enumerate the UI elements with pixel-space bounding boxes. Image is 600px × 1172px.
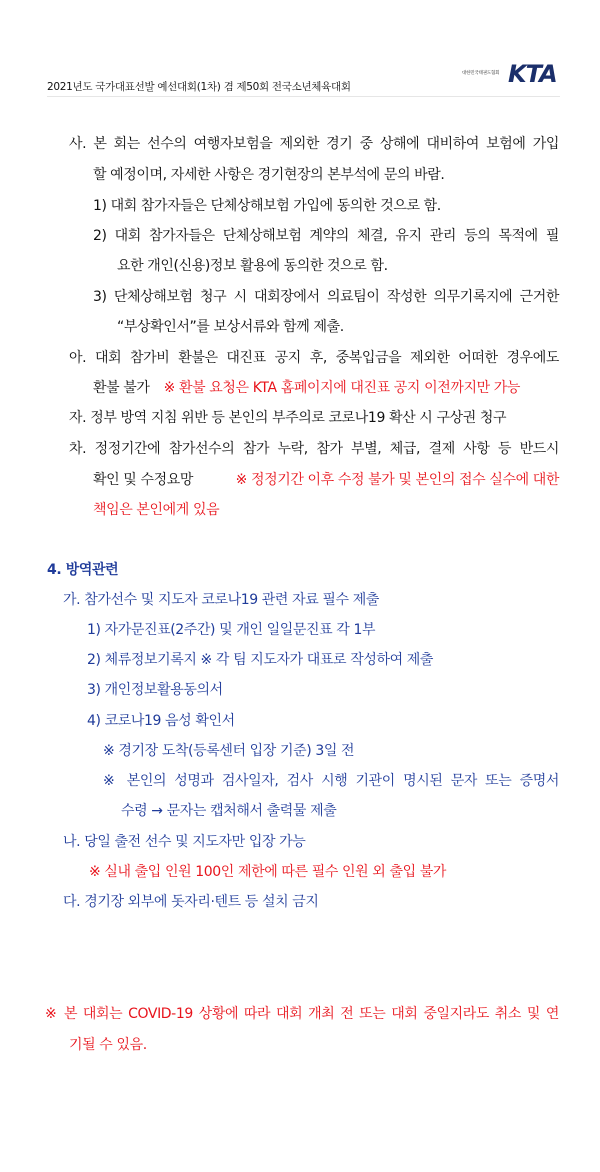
item-sa-line1: 사. 본 회는 선수의 여행자보험을 제외한 경기 중 상해에 대비하여 보험에 가입: [69, 136, 559, 152]
item-sa-sub2-line2: 요한 개인(신용)정보 활용에 동의한 것으로 함.: [117, 258, 388, 274]
logo-kta-text: [508, 60, 557, 88]
section-4-heading: 4. 방역관련: [47, 562, 119, 578]
item-da: 다. 경기장 외부에 돗자리·텐트 등 설치 금지: [63, 894, 319, 910]
item-ga-sub4-note1: ※ 경기장 도착(등록센터 입장 기준) 3일 전: [103, 743, 355, 759]
item-sa-sub3-line1: 3) 단체상해보험 청구 시 대회장에서 의료팀이 작성한 의무기록지에 근거한: [93, 289, 559, 305]
document-title: 2021년도 국가대표선발 예선대회(1차) 겸 제50회 전국소년체육대회: [47, 81, 351, 93]
item-ga-sub1: 1) 자가문진표(2주간) 및 개인 일일문진표 각 1부: [87, 622, 376, 638]
item-na-note: ※ 실내 출입 인원 100인 제한에 따른 필수 인원 외 출입 불가: [89, 864, 447, 880]
header-divider: [47, 96, 560, 97]
item-cha-line2: [93, 470, 559, 490]
item-cha-note-line2: 책임은 본인에게 있음: [93, 502, 220, 518]
item-ga-sub3: 3) 개인정보활용동의서: [87, 682, 223, 698]
item-a-line2: [93, 378, 520, 398]
item-ga-sub4: 4) 코로나19 음성 확인서: [87, 713, 235, 729]
item-cha-note-line1: ※ 정정기간 이후 수정 불가 및 본인의 접수 실수에 대한: [235, 472, 559, 488]
item-sa-line2: 할 예정이며, 자세한 사항은 경기현장의 본부석에 문의 바람.: [93, 167, 445, 183]
item-ga: 가. 참가선수 및 지도자 코로나19 관련 자료 필수 제출: [63, 592, 379, 608]
logo-kta-letters: KTA: [508, 60, 557, 88]
item-a-refund-note: ※ 환불 요청은 KTA 홈페이지에 대진표 공지 이전까지만 가능: [163, 380, 521, 396]
item-ga-sub4-note3: 수령 → 문자는 캡처해서 출력물 제출: [121, 803, 337, 819]
item-ga-sub4-note2: ※ 본인의 성명과 검사일자, 검사 시행 기관이 명시된 문자 또는 증명서: [103, 773, 559, 789]
kta-logo: [462, 60, 562, 88]
item-na: 나. 당일 출전 선수 및 지도자만 입장 가능: [63, 834, 306, 850]
logo-org-name: 대한민국태권도협회: [462, 71, 500, 76]
item-a-refund-text: 환불 불가: [93, 380, 150, 396]
item-ja: 자. 정부 방역 지침 위반 등 본인의 부주의로 코로나19 확산 시 구상권 청구: [69, 410, 507, 426]
item-cha-line1: 차. 정정기간에 참가선수의 참가 누락, 참가 부별, 체급, 결제 사항 등 반드시: [69, 441, 559, 457]
item-sa-sub2-line1: 2) 대회 참가자들은 단체상해보험 계약의 체결, 유지 관리 등의 목적에 필: [93, 228, 559, 244]
item-a-line1: 아. 대회 참가비 환불은 대진표 공지 후, 중복입금을 제외한 어떠한 경우에도: [69, 350, 559, 366]
final-notice-line2: 기될 수 있음.: [69, 1037, 147, 1053]
item-sa-sub3-line2: “부상확인서”를 보상서류와 함께 제출.: [117, 319, 344, 335]
item-ga-sub2: 2) 체류정보기록지 ※ 각 팀 지도자가 대표로 작성하여 제출: [87, 652, 434, 668]
final-notice-line1: ※ 본 대회는 COVID-19 상황에 따라 대회 개최 전 또는 대회 중일지라도 취소 및 연: [45, 1006, 559, 1022]
item-cha-confirm-text: 확인 및 수정요망: [93, 472, 193, 488]
item-sa-sub1: 1) 대회 참가자들은 단체상해보험 가입에 동의한 것으로 함.: [93, 198, 441, 214]
page-header: [0, 0, 600, 100]
